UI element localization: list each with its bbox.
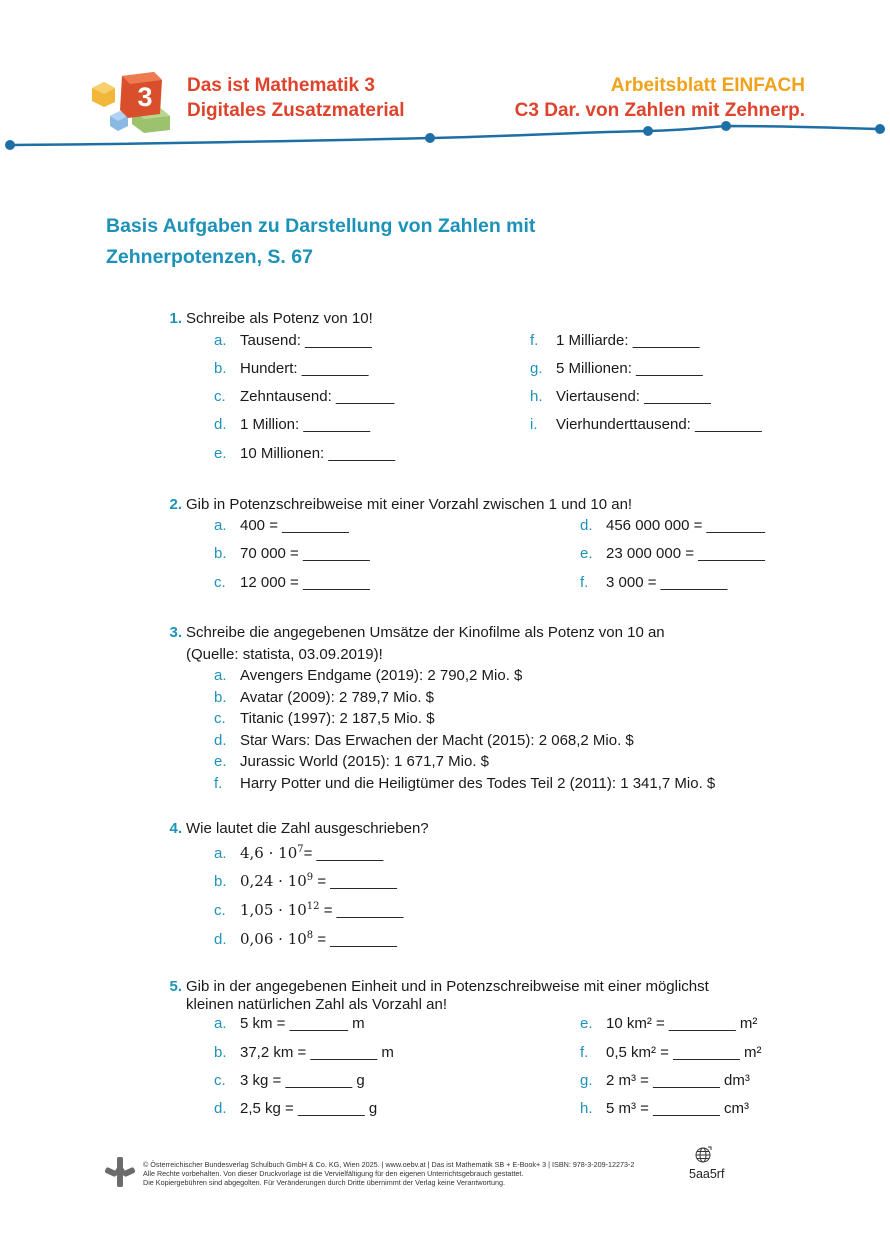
list-item: c. 3 kg = ________ g	[214, 1072, 365, 1089]
task-number: 3.	[169, 624, 182, 641]
list-item: b. Hundert: ________	[214, 360, 369, 377]
list-item: d. 1 Million: ________	[214, 416, 371, 433]
task-number: 2.	[169, 496, 182, 513]
task-number: 1.	[169, 310, 182, 327]
list-item: i. Vierhunderttausend: ________	[530, 416, 762, 433]
list-item: h. Viertausend: ________	[530, 388, 711, 405]
list-item: f. 1 Milliarde: ________	[530, 332, 700, 349]
list-item: f. 0,5 km² = ________ m²	[580, 1044, 762, 1061]
footer-line-3: Die Kopiergebühren sind abgegolten. Für Veränderungen durch Dritte übernimmt der Verlag keine Verantwortung.	[143, 1178, 505, 1187]
list-item: b. 70 000 = ________	[214, 545, 370, 562]
list-item: c. Titanic (1997): 2 187,5 Mio. $	[214, 710, 435, 727]
list-item: a. $4,6 \cdot 10^7=$ ________	[214, 844, 384, 862]
list-item: d. 2,5 kg = ________ g	[214, 1100, 378, 1117]
list-item: e. 10 km² = ________ m²	[580, 1015, 758, 1032]
list-item: g. 2 m³ = ________ dm³	[580, 1072, 750, 1089]
task-text-line2: (Quelle: statista, 03.09.2019)!	[186, 646, 383, 663]
footer-line-1: © Österreichischer Bundesverlag Schulbuch GmbH & Co. KG, Wien 2025. | www.oebv.at | Das ist Mathematik SB + E-Book+ 3 | ISBN: 978-3-209-12273-2	[143, 1160, 635, 1169]
task-4-heading	[160, 818, 760, 840]
footer-copyright	[143, 1160, 634, 1187]
header-divider-line	[0, 118, 890, 158]
list-item: d. $0,06 \cdot 10^8$ = ________	[214, 930, 398, 948]
list-item: g. 5 Millionen: ________	[530, 360, 703, 377]
task-text-line1: Schreibe die angegebenen Umsätze der Kinofilme als Potenz von 10 an	[186, 624, 665, 641]
logo-number: 3	[137, 82, 153, 112]
publisher-logo-icon	[104, 1156, 136, 1188]
list-item: b. Avatar (2009): 2 789,7 Mio. $	[214, 689, 435, 706]
list-item: h. 5 m³ = ________ cm³	[580, 1100, 749, 1117]
list-item: a. Tausend: ________	[214, 332, 372, 349]
task-1-heading	[160, 308, 760, 330]
material-label: Digitales Zusatzmaterial	[187, 100, 405, 121]
list-item: c. $1,05 \cdot 10^{12}$ = ________	[214, 901, 404, 919]
list-item: b. 37,2 km = ________ m	[214, 1044, 394, 1061]
page-title	[106, 211, 535, 273]
list-item: c. Zehntausend: _______	[214, 388, 395, 405]
task-text-line2: kleinen natürlichen Zahl als Vorzahl an!	[186, 996, 447, 1013]
page-title-line2: Zehnerpotenzen, S. 67	[106, 246, 313, 268]
online-code[interactable]: 5aa5rf	[689, 1167, 725, 1181]
list-item: d. Star Wars: Das Erwachen der Macht (2015): 2 068,2 Mio. $	[214, 732, 634, 749]
list-item: e. Jurassic World (2015): 1 671,7 Mio. $	[214, 753, 490, 770]
list-item: a. 400 = ________	[214, 517, 349, 534]
list-item: d. 456 000 000 = _______	[580, 517, 765, 534]
page-title-line1: Basis Aufgaben zu Darstellung von Zahlen mit	[106, 215, 536, 237]
footer-line-2: Alle Rechte vorbehalten. Von dieser Druckvorlage ist die Vervielfältigung für den eigenen Unterrichtsgebrauch gestattet.	[143, 1169, 524, 1178]
list-item: a. 5 km = _______ m	[214, 1015, 365, 1032]
task-number: 5.	[169, 978, 182, 995]
list-item: f. Harry Potter und die Heiligtümer des Todes Teil 2 (2011): 1 341,7 Mio. $	[214, 775, 716, 792]
list-item: e. 10 Millionen: ________	[214, 445, 396, 462]
list-item: a. Avengers Endgame (2019): 2 790,2 Mio. $	[214, 667, 523, 684]
task-text: Schreibe als Potenz von 10!	[186, 310, 373, 327]
list-item: b. $0,24 \cdot 10^9$ = ________	[214, 872, 398, 890]
task-text: Gib in Potenzschreibweise mit einer Vorzahl zwischen 1 und 10 an!	[186, 496, 633, 513]
worksheet-topic: C3 Dar. von Zahlen mit Zehnerp.	[514, 100, 805, 121]
task-text-line1: Gib in der angegebenen Einheit und in Potenzschreibweise mit einer möglichst	[186, 978, 709, 995]
worksheet-label: Arbeitsblatt EINFACH	[610, 75, 805, 96]
task-text: Wie lautet die Zahl ausgeschrieben?	[186, 820, 429, 837]
list-item: f. 3 000 = ________	[580, 574, 728, 591]
task-2-heading	[160, 494, 760, 516]
book-title: Das ist Mathematik 3	[187, 75, 375, 96]
task-3-heading	[160, 622, 780, 666]
list-item: e. 23 000 000 = ________	[580, 545, 765, 562]
globe-icon[interactable]	[694, 1145, 714, 1165]
list-item: c. 12 000 = ________	[214, 574, 370, 591]
task-number: 4.	[169, 820, 182, 837]
